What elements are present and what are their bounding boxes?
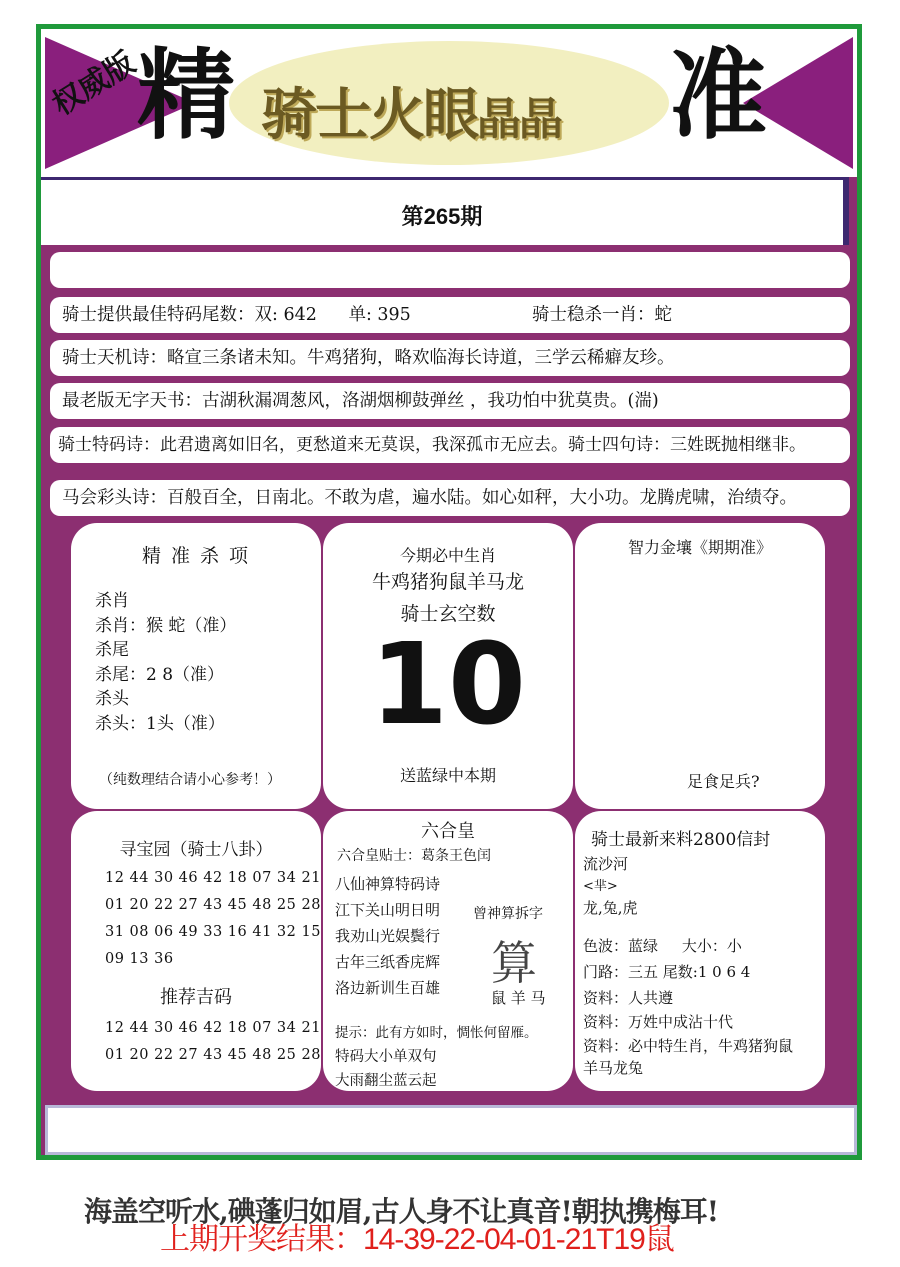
kill-line: 杀肖 (95, 591, 129, 611)
liuhe-tail-2: 大雨翻尘蓝云起 (335, 1073, 437, 1089)
kill-box (71, 523, 321, 809)
poem-line: 洛边新训生百雄 (335, 979, 441, 997)
latest-line: 色波：蓝绿 大小：小 (583, 937, 742, 955)
last-draw-result: 上期开奖结果：14-39-22-04-01-21T19鼠 (160, 1223, 674, 1256)
best-tail-even: 骑士提供最佳特码尾数：双: 642 (62, 305, 317, 325)
must-zodiac-label: 今期必中生肖 (399, 546, 496, 565)
number-row: 01 20 22 27 43 45 48 25 28 (105, 897, 321, 913)
poster-frame (36, 24, 862, 1160)
latest-line: 龙,兔,虎 (583, 899, 638, 917)
number-row: 12 44 30 46 42 18 07 34 21 (105, 870, 321, 886)
title-right-char: 准 (669, 38, 768, 153)
issue-number: 第265期 (401, 204, 483, 229)
kill-lines (95, 589, 236, 736)
row-special-poem: 骑士特码诗：此君遗离如旧名，更愁道来无莫误，我深孤市无应去。骑士四句诗：三姓既抛相继非。 (50, 427, 850, 463)
number-row: 01 20 22 27 43 45 48 25 28 (105, 1047, 321, 1063)
footer-poem: 海盖空听水,碘蓬归如眉,古人身不让真音!朝执携梅耳! (84, 1195, 719, 1228)
kill-line: 杀头：1头（准） (95, 713, 225, 734)
split-char: 算 (491, 936, 537, 990)
liuhe-box (323, 811, 573, 1091)
issue-band (41, 177, 849, 245)
poem-line: 古年三纸香庑辉 (335, 953, 441, 971)
mystery-number: 10 (370, 620, 526, 750)
liuhe-poem (335, 871, 440, 1001)
latest-line: 资料：人共遵 (583, 989, 674, 1007)
latest-line: 流沙河 (583, 855, 629, 873)
zodiac-list: 牛鸡猪狗鼠羊马龙 (371, 571, 524, 593)
wisdom-answer: 足食足兵? (687, 772, 760, 791)
latest-line: 资料：万姓中成沾十代 (583, 1013, 734, 1031)
latest-line: <芈> (583, 879, 618, 894)
treasure-title: 寻宝园（骑士八卦） (119, 840, 273, 860)
treasure-numbers (105, 865, 321, 973)
number-row: 12 44 30 46 42 18 07 34 21 (105, 1020, 321, 1036)
kill-line: 杀头 (95, 689, 129, 709)
kill-note: （纯数理结合请小心参考！） (99, 772, 281, 788)
title-left-char: 精 (137, 38, 236, 153)
poem-line: 我劝山光娱鬓行 (335, 927, 441, 945)
center-bottom-text: 送蓝绿中本期 (399, 766, 496, 785)
liuhe-tip: 六合皇贴士：葛条王色闰 (337, 848, 491, 864)
wisdom-title: 智力金壤《期期准》 (627, 538, 772, 557)
row-lucky-poem: 马会彩头诗：百般百全，日南北。不敢为虐，遍水陆。如心如秤，大小功。龙腾虎啸，治绩夺。 (50, 480, 850, 516)
wisdom-box (575, 523, 825, 809)
edition-label: 权威版 (46, 45, 142, 123)
kill-line: 杀尾 (95, 640, 129, 660)
number-row: 09 13 36 (105, 951, 174, 967)
blank-row (50, 252, 850, 288)
brand-title: 骑士火眼晶晶 (261, 82, 561, 148)
row-best-tail (50, 297, 850, 333)
latest-box (575, 811, 825, 1091)
split-title: 曾神算拆字 (473, 906, 543, 922)
kill-line: 杀肖：猴 蛇（准） (95, 615, 237, 636)
footer-blank-band (45, 1105, 857, 1155)
liuhe-hint: 提示：此有方如时，惆怅何留雁。 (335, 1025, 538, 1041)
best-tail-odd: 单: 395 (348, 305, 411, 325)
latest-line: 门路：三五 尾数:1 0 6 4 (583, 963, 751, 981)
recommend-title: 推荐吉码 (160, 987, 232, 1008)
stable-kill: 骑士稳杀一肖：蛇 (532, 305, 672, 325)
center-box (323, 523, 573, 809)
poem-line: 江下关山明日明 (335, 901, 441, 919)
liuhe-title: 六合皇 (421, 821, 475, 842)
row-heaven-poem: 骑士天机诗：略宣三条诸未知。牛鸡猪狗，略欢临海长诗道，三学云稀癖友珍。 (50, 340, 850, 376)
latest-line: 资料：必中特生肖，牛鸡猪狗鼠 (583, 1037, 794, 1055)
latest-title: 骑士最新来料2800信封 (591, 830, 771, 850)
liuhe-tail-1: 特码大小单双句 (335, 1049, 437, 1065)
row-wordless-book: 最老版无字天书：古湖秋漏凋葱风，洛湖烟柳鼓弹丝 ，我功怕中犹莫贵。(湍) (50, 383, 850, 419)
number-row: 31 08 06 49 33 16 41 32 15 (105, 924, 321, 940)
header (41, 29, 857, 177)
kill-line: 杀尾：2 8（准） (95, 664, 225, 685)
latest-line: 羊马龙兔 (583, 1059, 644, 1077)
treasure-box (71, 811, 321, 1091)
poem-title: 八仙神算特码诗 (335, 875, 441, 893)
recommend-numbers (105, 1015, 321, 1069)
mystery-number-label: 骑士玄空数 (400, 603, 496, 625)
split-zodiac: 鼠 羊 马 (491, 989, 546, 1007)
kill-title: 精 准 杀 项 (141, 545, 251, 567)
